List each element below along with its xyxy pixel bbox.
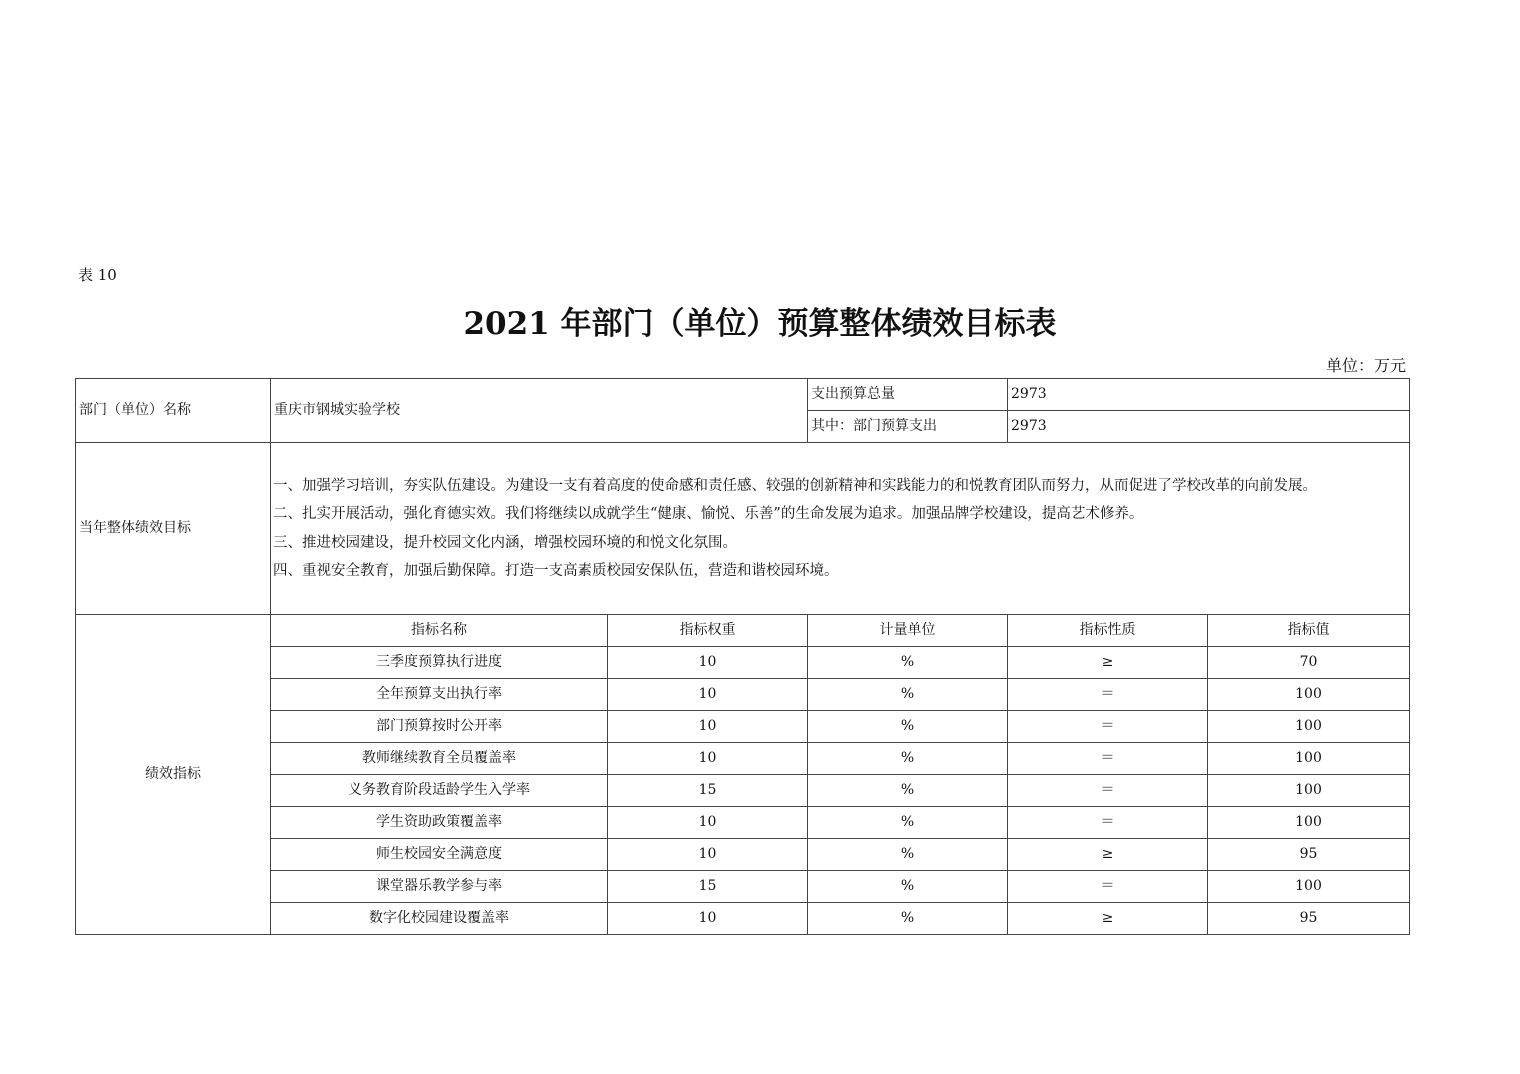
column-header-weight: 指标权重 — [608, 615, 808, 647]
indicator-value: 100 — [1208, 871, 1410, 903]
dept-name-value: 重庆市钢城实验学校 — [271, 379, 808, 443]
indicator-weight: 10 — [608, 647, 808, 679]
indicator-unit: % — [808, 711, 1008, 743]
indicator-value: 100 — [1208, 679, 1410, 711]
indicator-weight: 15 — [608, 871, 808, 903]
indicator-weight: 10 — [608, 807, 808, 839]
table-row — [76, 711, 1410, 743]
indicator-nature: ＝ — [1008, 871, 1208, 903]
goal-line-4: 四、重视安全教育，加强后勤保障。打造一支高素质校园安保队伍，营造和谐校园环境。 — [273, 563, 839, 579]
indicator-weight: 10 — [608, 903, 808, 935]
indicator-value: 70 — [1208, 647, 1410, 679]
total-budget-label: 支出预算总量 — [808, 379, 1008, 411]
indicator-nature: ＝ — [1008, 775, 1208, 807]
table-body — [76, 379, 1410, 935]
indicator-name: 三季度预算执行进度 — [271, 647, 608, 679]
dept-row-total — [76, 379, 1410, 411]
unit-note: 单位：万元 — [1325, 356, 1406, 375]
dept-budget-value: 2973 — [1008, 411, 1410, 443]
indicator-nature: ＝ — [1008, 743, 1208, 775]
goals-row — [76, 443, 1410, 615]
indicator-value: 100 — [1208, 743, 1410, 775]
indicator-nature: ＝ — [1008, 679, 1208, 711]
goals-label: 当年整体绩效目标 — [76, 443, 271, 615]
column-header-nature: 指标性质 — [1008, 615, 1208, 647]
indicator-unit: % — [808, 775, 1008, 807]
goal-line-3: 三、推进校园建设，提升校园文化内涵，增强校园环境的和悦文化氛围。 — [273, 534, 737, 551]
table-row — [76, 647, 1410, 679]
indicator-value: 100 — [1208, 711, 1410, 743]
indicator-unit: % — [808, 647, 1008, 679]
dept-name-label: 部门（单位）名称 — [76, 379, 271, 443]
indicators-label: 绩效指标 — [76, 615, 271, 935]
goal-line-1: 一、加强学习培训，夯实队伍建设。为建设一支有着高度的使命感和责任感、较强的创新精神和实践能力的和悦教育团队而努力，从而促进了学校改革的向前发展。 — [273, 477, 1317, 494]
indicator-unit: % — [808, 871, 1008, 903]
performance-target-table — [75, 378, 1410, 935]
indicator-name: 学生资助政策覆盖率 — [271, 807, 608, 839]
table-row — [76, 807, 1410, 839]
indicator-name: 义务教育阶段适龄学生入学率 — [271, 775, 608, 807]
indicator-name: 部门预算按时公开率 — [271, 711, 608, 743]
dept-budget-label: 其中：部门预算支出 — [808, 411, 1008, 443]
indicator-name: 教师继续教育全员覆盖率 — [271, 743, 608, 775]
table-number-label: 表 10 — [78, 266, 117, 284]
table-row — [76, 839, 1410, 871]
table-row — [76, 775, 1410, 807]
indicator-value: 100 — [1208, 775, 1410, 807]
indicator-nature: ＝ — [1008, 711, 1208, 743]
indicator-nature: ＝ — [1008, 807, 1208, 839]
indicator-nature: ≥ — [1008, 839, 1208, 871]
indicator-weight: 10 — [608, 839, 808, 871]
column-header-value: 指标值 — [1208, 615, 1410, 647]
indicator-header-row — [76, 615, 1410, 647]
indicator-unit: % — [808, 679, 1008, 711]
column-header-unit: 计量单位 — [808, 615, 1008, 647]
indicator-unit: % — [808, 743, 1008, 775]
indicator-weight: 15 — [608, 775, 808, 807]
table-row — [76, 871, 1410, 903]
table-row — [76, 743, 1410, 775]
indicator-name: 数字化校园建设覆盖率 — [271, 903, 608, 935]
total-budget-value: 2973 — [1008, 379, 1410, 411]
indicator-nature: ≥ — [1008, 647, 1208, 679]
indicator-name: 课堂器乐教学参与率 — [271, 871, 608, 903]
table-row — [76, 679, 1410, 711]
indicator-unit: % — [808, 807, 1008, 839]
table-row — [76, 903, 1410, 935]
indicator-weight: 10 — [608, 743, 808, 775]
column-header-name: 指标名称 — [271, 615, 608, 647]
page-title: 2021 年部门（单位）预算整体绩效目标表 — [463, 306, 1057, 342]
indicator-weight: 10 — [608, 711, 808, 743]
goal-line-2: 二、扎实开展活动，强化育德实效。我们将继续以成就学生“健康、愉悦、乐善”的生命发展为追求。加强品牌学校建设，提高艺术修养。 — [273, 506, 1144, 522]
indicator-value: 95 — [1208, 839, 1410, 871]
indicator-value: 95 — [1208, 903, 1410, 935]
goals-text — [271, 443, 1410, 615]
indicator-unit: % — [808, 839, 1008, 871]
indicator-name: 师生校园安全满意度 — [271, 839, 608, 871]
indicator-nature: ≥ — [1008, 903, 1208, 935]
indicator-unit: % — [808, 903, 1008, 935]
indicator-name: 全年预算支出执行率 — [271, 679, 608, 711]
indicator-value: 100 — [1208, 807, 1410, 839]
indicator-weight: 10 — [608, 679, 808, 711]
